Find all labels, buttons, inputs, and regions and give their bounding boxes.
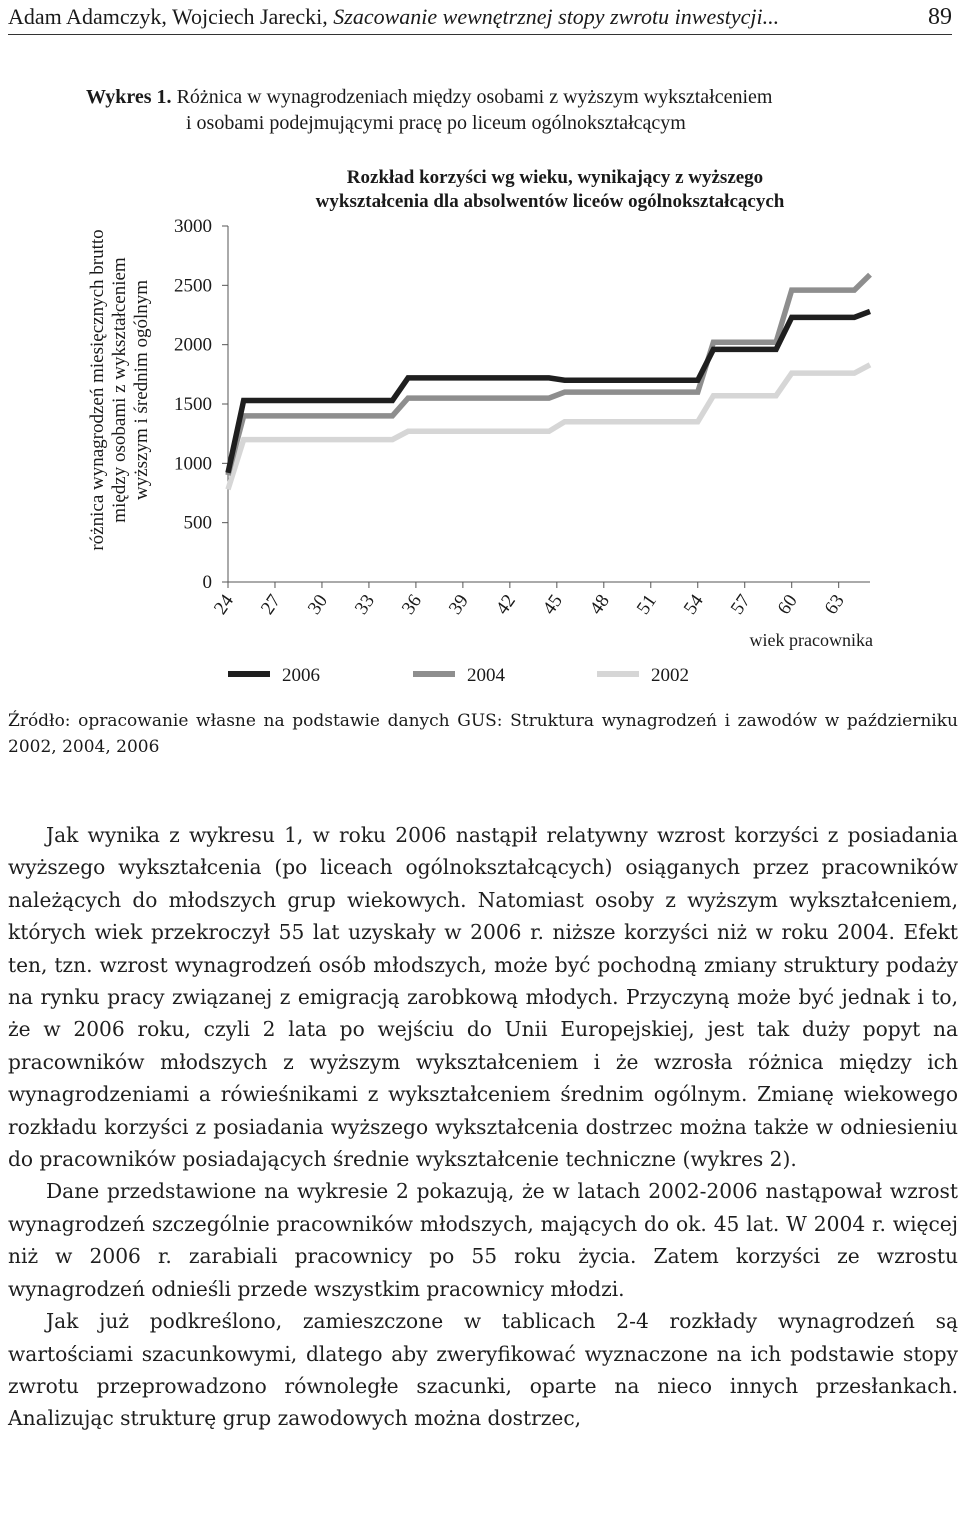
x-tick-label: 45	[538, 590, 567, 619]
x-tick-label: 24	[209, 590, 239, 619]
series-line-2004	[228, 275, 870, 476]
authors: Adam Adamczyk, Wojciech Jarecki,	[8, 4, 334, 29]
running-head-text	[8, 0, 779, 34]
x-tick-label: 57	[726, 590, 755, 619]
x-tick-label: 42	[491, 590, 520, 619]
y-tick-label: 1500	[174, 394, 212, 415]
x-tick-label: 51	[632, 590, 661, 619]
legend-label: 2004	[467, 665, 505, 686]
x-tick-label: 63	[820, 590, 849, 619]
paragraph-1: Jak wynika z wykresu 1, w roku 2006 nastąpił relatywny wzrost korzyści z posiadania wyższego wykształcenia (po liceach ogólnokształcących) osiąganych przez pracowników należących do młodszych grup wiekowych. Natomiast osoby z wyższym wykształceniem, których wiek przekroczył 55 lat uzyskały w 2006 r. niższe korzyści niż w roku 2004. Efekt ten, tzn. wzrost wynagrodzeń osób młodszych, może być pochodną zmiany struktury podaży na rynku pracy związanej z emigracją zarobkową młodych. Przyczyną może być jednak i to, że w 2006 roku, czyli 2 lata po wejściu do Unii Europejskiej, jest tak duży popyt na pracowników młodszych z wyższym wykształceniem i że wzrosła różnica między ich wynagrodzeniami a rówieśnikami z wykształceniem średnim ogólnym. Zmianę wiekowego rozkładu korzyści z posiadania wyższego wykształcenia dostrzec można także w odniesieniu do pracowników posiadających średnie wykształcenie techniczne (wykres 2).	[8, 823, 958, 1172]
figure-label: Wykres 1.	[86, 86, 172, 108]
x-axis-label: wiek pracownika	[749, 630, 873, 650]
series-line-2006	[228, 311, 870, 472]
x-tick-label: 27	[256, 590, 286, 619]
y-tick-label: 1000	[174, 453, 212, 475]
y-axis-label-line1: różnica wynagrodzeń miesięcznych brutto	[87, 229, 108, 551]
y-tick-label: 0	[202, 572, 212, 593]
y-axis-label-line2: między osobami z wykształceniem	[109, 257, 130, 523]
y-tick-label: 3000	[174, 216, 212, 237]
running-head	[8, 0, 952, 35]
chart-legend	[228, 665, 689, 686]
paragraph-3: Jak już podkreślono, zamieszczone w tablicach 2-4 rozkłady wynagrodzeń są wartościami szacunkowymi, dlatego aby zweryfikować wyznaczone na ich podstawie stopy zwrotu przeprowadzono równoległe szacunki, oparte na nieco innych przesłankach. Analizując strukturę grup zawodowych można dostrzec,	[8, 1309, 958, 1431]
page-number: 89	[928, 4, 952, 30]
legend-label: 2002	[651, 665, 689, 686]
figure-caption-line2: i osobami podejmującymi pracę po liceum ogólnokształcącym	[186, 112, 686, 134]
article-title: Szacowanie wewnętrznej stopy zwrotu inwestycji...	[333, 4, 780, 29]
y-axis-label	[87, 229, 152, 550]
figure-caption-line1: Różnica w wynagrodzeniach między osobami z wyższym wykształceniem	[176, 86, 773, 108]
legend-label: 2006	[282, 665, 320, 686]
line-chart	[0, 150, 960, 690]
x-tick-label: 60	[773, 590, 802, 619]
paragraph-2: Dane przedstawione na wykresie 2 pokazują, że w latach 2002-2006 nastąpował wzrost wynagrodzeń szczególnie pracowników młodszych, mających do ok. 45 lat. W 2004 r. więcej niż w 2006 r. zarabiali pracownicy po 55 roku życia. Zatem korzyści ze wzrostu wynagrodzeń odnieśli przede wszystkim pracownicy młodzi.	[8, 1179, 958, 1301]
body-text	[8, 819, 958, 1435]
y-tick-label: 500	[183, 512, 212, 534]
x-tick-label: 36	[397, 590, 426, 619]
x-tick-label: 33	[350, 590, 380, 619]
x-ticks	[210, 582, 849, 618]
chart	[0, 150, 960, 690]
y-tick-label: 2000	[174, 334, 212, 356]
series-line-2002	[228, 365, 870, 490]
x-tick-label: 54	[679, 590, 708, 619]
chart-title-line1: Rozkład korzyści wg wieku, wynikający z wyższego	[346, 167, 764, 188]
chart-title-line2: wykształcenia dla absolwentów liceów ogólnokształcących	[315, 191, 785, 212]
y-ticks	[174, 216, 228, 593]
series-lines	[228, 275, 870, 490]
figure-caption	[86, 84, 886, 136]
source-note: Źródło: opracowanie własne na podstawie danych GUS: Struktura wynagrodzeń i zawodów w październiku 2002, 2004, 2006	[8, 711, 958, 757]
x-tick-label: 30	[303, 590, 333, 619]
y-tick-label: 2500	[174, 275, 212, 297]
x-tick-label: 48	[585, 590, 614, 619]
x-tick-label: 39	[444, 590, 473, 619]
y-axis-label-line3: wyższym i średnim ogólnym	[131, 279, 152, 501]
